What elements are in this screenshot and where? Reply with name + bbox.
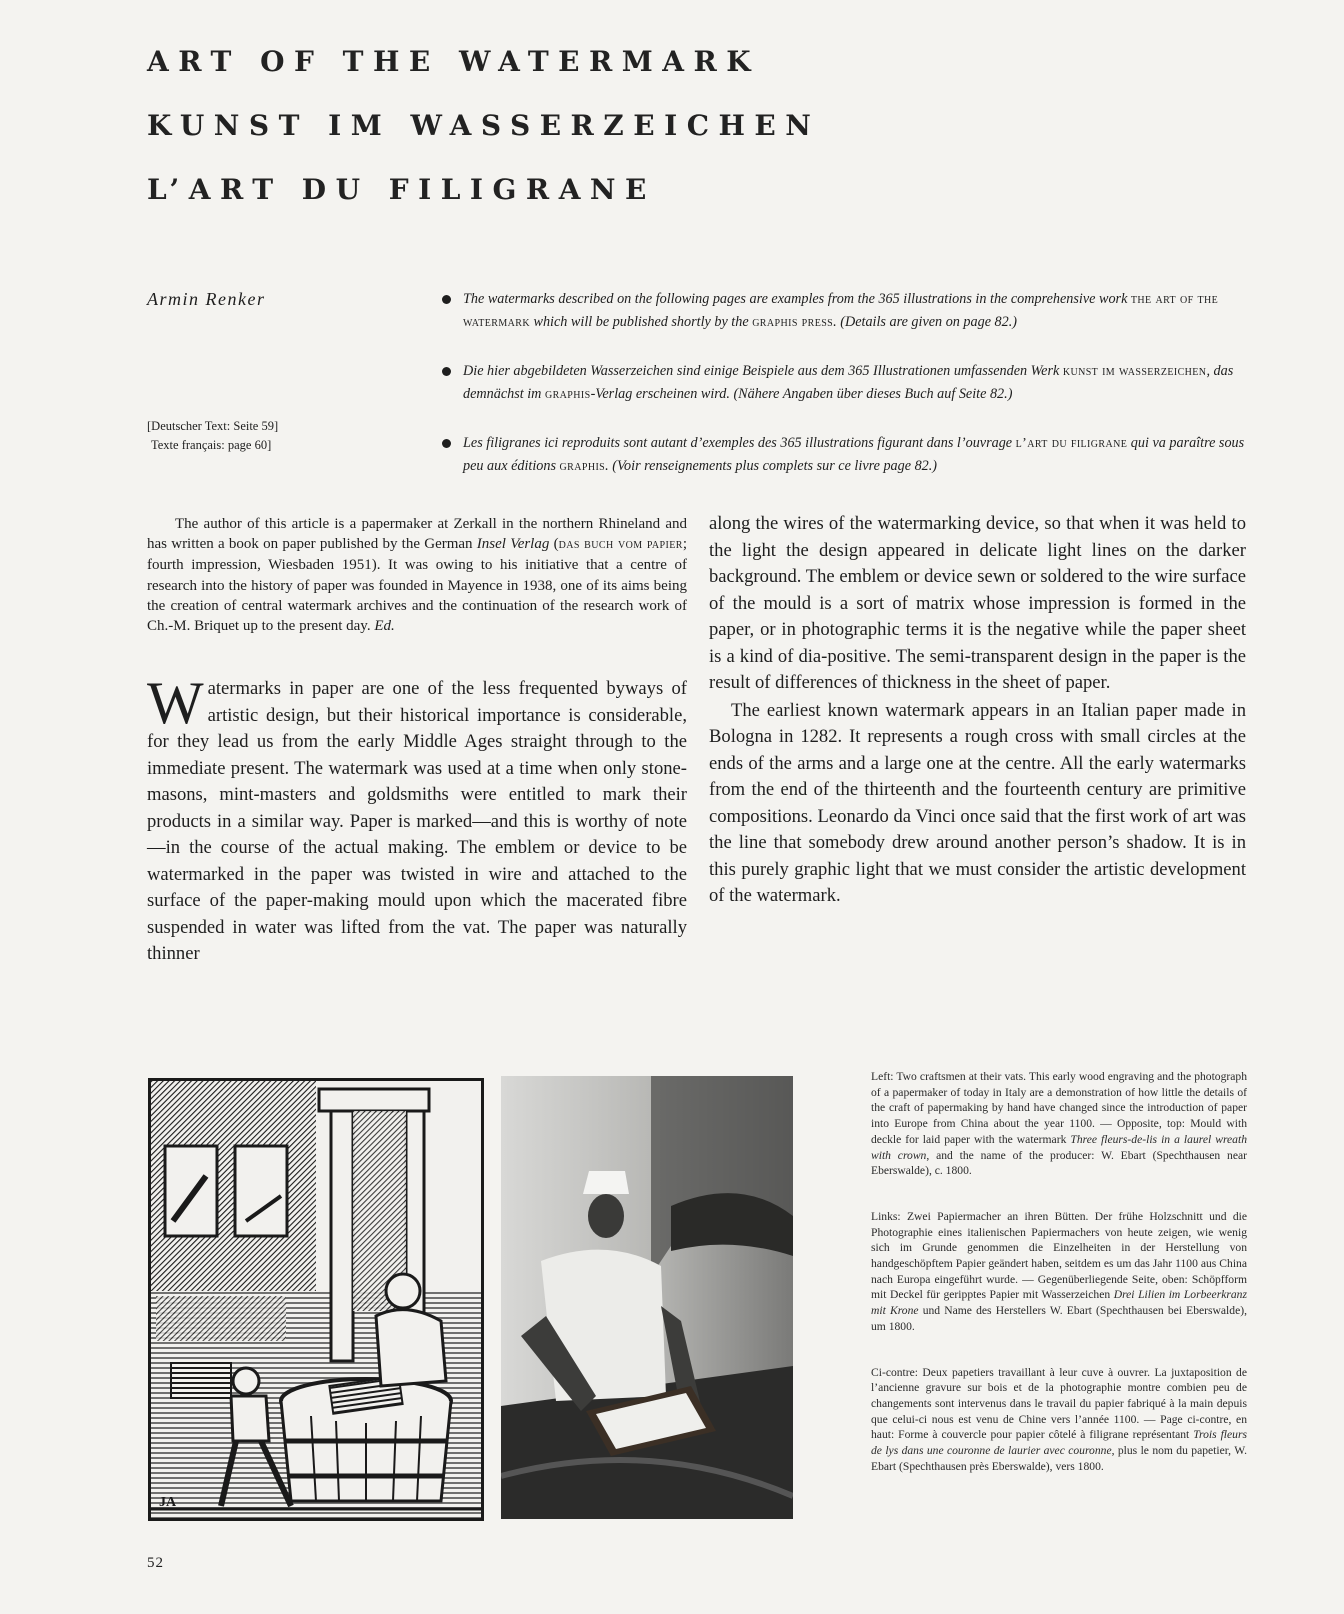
book-title: kunst im wasserzeichen <box>1062 364 1207 379</box>
watermark-title: Three fleurs-de-lis in a laurel wreath with crown <box>871 1132 1247 1162</box>
photograph-illustration <box>501 1076 793 1519</box>
editor-note-text: ( <box>549 536 559 553</box>
author-byline: Armin Renker <box>147 289 266 309</box>
watermark-title: Trois fleurs de lys dans une couronne de laurier avec couronne <box>871 1428 1247 1458</box>
caption-english <box>871 1069 1247 1179</box>
engraver-monogram: JA <box>159 1495 177 1510</box>
caption-text: Links: Zwei Papiermacher an ihren Bütten. Der frühe Holzschnitt und die Photographie eines italienischen Papiermachers von heute zeigen, wie wenig sich im Grunde genommen die Einzelheiten in der Herstellung von handgeschöpftem Papier geändert haben, seitdem es um das Jahr 1100 aus China nach Europa eingeführt wurde. — Gegenüberliegende Seite, oben: Schöpfform mit Deckel für geripptes Papier mit Wasserzeichen <box>871 1209 1247 1302</box>
window <box>165 1146 217 1236</box>
paper-hat <box>583 1171 629 1194</box>
bullet-icon <box>442 367 451 376</box>
press-post <box>331 1111 353 1361</box>
title-block <box>147 45 821 206</box>
editor-note-text: The author of this article is a papermaker at Zerkall in the northern Rhineland and has written a book on paper published by the German <box>147 516 687 553</box>
article-body-column-left <box>147 670 687 968</box>
title-german: KUNST IM WASSERZEICHEN <box>147 109 821 142</box>
article-body-column-right <box>709 511 1246 910</box>
book-title: the art of the watermark <box>463 292 1219 330</box>
papermaker-head <box>588 1194 624 1238</box>
note-text: qui va paraître sous peu aux éditions <box>463 435 1245 474</box>
book-title: das buch vom papier <box>558 537 683 553</box>
note-text: . (Details are given on page 82.) <box>833 314 1018 330</box>
papermaker-figure <box>386 1274 420 1308</box>
editor-note <box>147 514 687 636</box>
editor-note-text: ; fourth impression, Wiesbaden 1951). It was owing to his initiative that a centre of research into the history of paper was founded in Mayence in 1938, one of its aims being the creation of central watermark archives and the continuation of the research work of Ch.-M. Briquet up to the present day. <box>147 536 687 635</box>
apprentice-figure <box>233 1368 259 1394</box>
note-text: which will be published shortly by the <box>529 314 753 330</box>
german-text-reference: [Deutscher Text: Seite 59] <box>147 419 279 433</box>
publisher-name: graphis <box>544 387 591 402</box>
drop-cap: W <box>147 670 204 736</box>
book-title: l’art du filigrane <box>1015 436 1128 451</box>
page-number: 52 <box>147 1555 164 1571</box>
window <box>235 1146 287 1236</box>
caption-text: , and the name of the producer: W. Ebart (Spechthausen near Eberswalde), c. 1800. <box>871 1148 1247 1178</box>
title-english: ART OF THE WATERMARK <box>147 45 761 78</box>
note-english <box>442 288 1252 334</box>
woodcut-illustration <box>151 1081 481 1518</box>
papermaker-photograph <box>501 1076 793 1519</box>
title-french: L’ART DU FILIGRANE <box>147 173 656 206</box>
publisher-name: graphis press <box>752 315 834 330</box>
french-text-reference: Texte français: page 60] <box>151 438 272 452</box>
note-german <box>442 360 1252 406</box>
publisher-name: graphis <box>559 459 606 474</box>
article-paragraph: atermarks in paper are one of the less frequented byways of artistic design, but their historical importance is considerable, for they lead us from the early Middle Ages straight through to the immediate present. The watermark was used at a time when only stone-masons, mint-masters and goldsmiths were entitled to mark their products in a similar way. Paper is marked—and this is worthy of note—in the course of the actual making. The emblem or device to be watermarked in the paper was twisted in wire and attached to the surface of the paper-making mould upon which the macerated fibre suspended in water was lifted from the vat. The paper was naturally thinner <box>147 678 687 964</box>
figure-captions <box>871 1069 1247 1504</box>
bullet-icon <box>442 439 451 448</box>
note-text: , das demnächst im <box>463 363 1234 402</box>
article-paragraph: The earliest known watermark appears in an Italian paper made in Bologna in 1282. It represents a rough cross with small circles at the ends of the arms and a large one at the centre. All the early watermarks from the end of the thirteenth and the fourteenth century are primitive compositions. Leonardo da Vinci once said that the first work of art was the line that somebody drew around another person’s shadow. It is in this purely graphic light that we must consider the artistic development of the watermark. <box>709 699 1246 906</box>
note-text: The watermarks described on the following pages are examples from the 365 illustrations in the comprehensive work <box>463 291 1131 307</box>
press-beam <box>319 1089 429 1111</box>
note-text: . (Voir renseignements plus complets sur ce livre page 82.) <box>605 458 938 474</box>
translation-references <box>147 417 278 455</box>
publisher-name: Insel Verlag <box>476 536 550 553</box>
caption-french <box>871 1365 1247 1475</box>
editor-signature: Ed. <box>374 618 395 635</box>
note-text: -Verlag erscheinen wird. (Nähere Angaben über dieses Buch auf Seite 82.) <box>590 386 1013 402</box>
multilingual-notes <box>442 288 1252 504</box>
note-text: Les filigranes ici reproduits sont autant d’exemples des 365 illustrations figurant dans l’ouvrage <box>463 435 1016 451</box>
article-paragraph: along the wires of the watermarking device, so that when it was held to the light the design appeared in delicate light lines on the darker background. The emblem or device sewn or soldered to the wire surface of the mould is a sort of matrix whose impression is formed in the paper, or in photographic terms it is the negative while the paper sheet is a kind of dia-positive. The semi-transparent design in the paper is the result of differences of thickness in the sheet of paper. <box>709 513 1246 693</box>
caption-text: Ci-contre: Deux papetiers travaillant à leur cuve à ouvrer. La juxtaposition de l’ancienne gravure sur bois et de la photographie montre combien peu de changements sont intervenus dans le travail du papier fabriqué à la main depuis que celui-ci nous est venu de Chine vers l’année 1100. — Page ci-contre, en haut: Forme à couvercle pour papier côtelé à filigrane représentant <box>871 1365 1247 1442</box>
woodcut-engraving-image <box>148 1078 484 1521</box>
note-text: Die hier abgebildeten Wasserzeichen sind einige Beispiele aus dem 365 Illustrationen umfassenden Werk <box>463 363 1063 379</box>
caption-text: Left: Two craftsmen at their vats. This early wood engraving and the photograph of a papermaker of today in Italy are a demonstration of how little the details of the craft of papermaking by hand have changed since the introduction of paper into Europe from China about the year 1100. — Opposite, top: Mould with deckle for laid paper with the watermark <box>871 1070 1247 1146</box>
note-french <box>442 432 1252 478</box>
caption-german <box>871 1209 1247 1335</box>
caption-text: , plus le nom du papetier, W. Ebart (Spechthausen près Eberswalde), vers 1800. <box>871 1444 1247 1473</box>
caption-text: und Name des Herstellers W. Ebart (Spechthausen bei Eberswalde), um 1800. <box>871 1304 1247 1333</box>
watermark-title: Drei Lilien im Lorbeerkranz mit Krone <box>871 1288 1247 1318</box>
bullet-icon <box>442 295 451 304</box>
